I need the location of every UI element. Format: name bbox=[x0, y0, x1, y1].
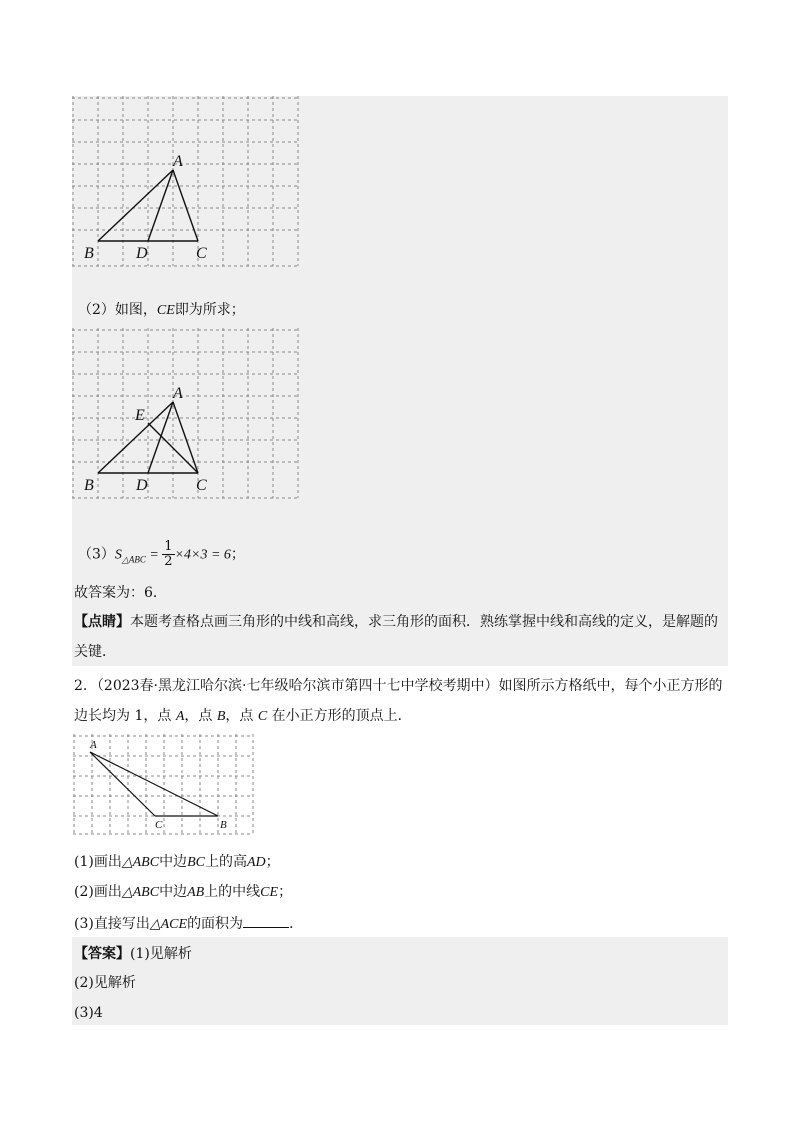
segment-ab bbox=[98, 170, 173, 241]
answer-title-line: 【答案】(1)见解析 bbox=[74, 946, 192, 962]
point-line-1: 【点睛】本题考查格点画三角形的中线和高线，求三角形的面积．熟练掌握中线和高线的定义，是解题的 bbox=[74, 614, 718, 630]
figure-2-grid bbox=[72, 328, 300, 500]
segment-ab bbox=[90, 752, 218, 816]
label-b: B bbox=[220, 819, 227, 831]
label-a: A bbox=[90, 739, 97, 751]
problem-2-line-2: 边长均为 1，点 A，点 B，点 C 在小正方形的顶点上． bbox=[74, 708, 412, 724]
figure-3-grid bbox=[73, 734, 255, 836]
part-3-line: $(3)S_{\triangle ABC}$ = $\frac{1}{2}$ ×4×3 = 6； bbox=[78, 539, 245, 569]
label-d: D bbox=[136, 245, 148, 262]
label-e: E bbox=[135, 407, 145, 424]
question-3: (3)直接写出△ACE的面积为 ． bbox=[74, 913, 303, 935]
point-line-2: 关键． bbox=[74, 644, 116, 660]
answer-line: 故答案为：6． bbox=[74, 585, 167, 601]
answer-3: (3)4 bbox=[74, 1005, 103, 1021]
problem-2-line-1: 2．（2023春·黑龙江哈尔滨·七年级哈尔滨市第四十七中学校考期中）如图所示方格纸中，每个小正方形的 bbox=[74, 678, 723, 694]
part-2-line: （2）如图，CE即为所求； bbox=[78, 302, 245, 318]
label-c: C bbox=[155, 819, 163, 831]
answer-blank[interactable] bbox=[243, 913, 289, 928]
label-b: B bbox=[84, 477, 94, 494]
segment-ac bbox=[90, 752, 155, 816]
label-a: A bbox=[173, 385, 183, 402]
question-2: (2)画出△ABC中边AB上的中线CE； bbox=[74, 884, 293, 900]
fraction: $\frac{1}{2}$ bbox=[164, 539, 173, 569]
label-c: C bbox=[196, 477, 207, 494]
label-c: C bbox=[196, 245, 207, 262]
figure-1-grid bbox=[72, 96, 300, 268]
question-1: (1)画出△ABC中边BC上的高AD； bbox=[74, 854, 280, 870]
label-b: B bbox=[84, 245, 94, 262]
answer-2: (2)见解析 bbox=[74, 975, 136, 991]
label-a: A bbox=[173, 153, 183, 170]
label-d: D bbox=[136, 477, 148, 494]
